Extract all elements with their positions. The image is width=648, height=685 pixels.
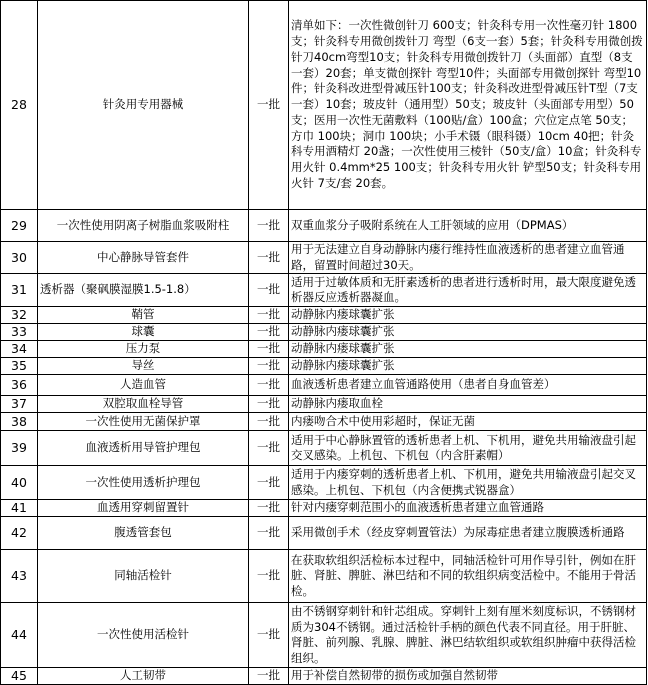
item-quantity: 一批 [249, 1, 289, 210]
item-name: 针灸用专用器械 [38, 1, 249, 210]
table-row [1, 603, 647, 668]
row-number: 33 [1, 324, 38, 341]
item-description: 动静脉内瘘球囊扩张 [289, 324, 647, 341]
item-description: 由不锈钢穿刺针和针芯组成。穿刺针上刻有厘米刻度标识，不锈钢材质为304不锈钢。通过活检针手柄的颜色代表不同直径。用于肝脏、肾脏、前列腺、乳腺、脾脏、淋巴结软组织或软组织肿瘤中获得活检组织。 [289, 603, 647, 668]
item-quantity: 一批 [249, 307, 289, 324]
item-description: 血液透析患者建立血管通路使用（患者自身血管差） [289, 375, 647, 396]
item-description: 用于无法建立自身动静脉内瘘行维持性血液透析的患者建立血管通路，留置时间超过30天。 [289, 242, 647, 274]
row-number: 45 [1, 668, 38, 685]
item-name: 一次性使用无菌保护罩 [38, 413, 249, 431]
item-name: 双腔取血栓导管 [38, 396, 249, 413]
row-number: 28 [1, 1, 38, 210]
row-number: 37 [1, 396, 38, 413]
item-description: 动静脉内瘘球囊扩张 [289, 358, 647, 375]
table-row [1, 550, 647, 603]
item-name: 人工韧带 [38, 668, 249, 685]
item-quantity: 一批 [249, 210, 289, 242]
item-description: 动静脉内瘘取血栓 [289, 396, 647, 413]
table-row [1, 500, 647, 517]
item-quantity: 一批 [249, 668, 289, 685]
row-number: 29 [1, 210, 38, 242]
item-name: 球囊 [38, 324, 249, 341]
table-row [1, 210, 647, 242]
item-description: 适用于过敏体质和无肝素透析的患者进行透析时用，最大限度避免透析器反应透析器凝血。 [289, 274, 647, 307]
row-number: 42 [1, 517, 38, 550]
row-number: 39 [1, 431, 38, 466]
item-description: 动静脉内瘘球囊扩张 [289, 307, 647, 324]
table-row [1, 375, 647, 396]
item-name: 一次性使用透析护理包 [38, 466, 249, 500]
item-description: 内瘘吻合术中使用彩超时，保证无菌 [289, 413, 647, 431]
table-row [1, 242, 647, 274]
item-quantity: 一批 [249, 517, 289, 550]
item-description: 采用微创手术（经皮穿刺置管法）为尿毒症患者建立腹膜透析通路 [289, 517, 647, 550]
row-number: 40 [1, 466, 38, 500]
row-number: 32 [1, 307, 38, 324]
item-name: 血液透析用导管护理包 [38, 431, 249, 466]
item-description: 适用于内瘘穿刺的透析患者上机、下机用，避免共用输液盘引起交叉感染。上机包、下机包（内含便携式锐器盒） [289, 466, 647, 500]
table-row [1, 307, 647, 324]
item-quantity: 一批 [249, 431, 289, 466]
table-row [1, 358, 647, 375]
item-quantity: 一批 [249, 324, 289, 341]
row-number: 41 [1, 500, 38, 517]
item-quantity: 一批 [249, 341, 289, 358]
item-name: 一次性使用阴离子树脂血浆吸附柱 [38, 210, 249, 242]
row-number: 31 [1, 274, 38, 307]
item-quantity: 一批 [249, 274, 289, 307]
table-row [1, 324, 647, 341]
item-quantity: 一批 [249, 550, 289, 603]
item-description: 针对内瘘穿刺范围小的血液透析患者建立血管通路 [289, 500, 647, 517]
item-name: 一次性使用活检针 [38, 603, 249, 668]
table-row [1, 431, 647, 466]
item-quantity: 一批 [249, 396, 289, 413]
table-row [1, 517, 647, 550]
table-row [1, 668, 647, 685]
item-quantity: 一批 [249, 603, 289, 668]
row-number: 35 [1, 358, 38, 375]
item-description: 双重血浆分子吸附系统在人工肝领域的应用（DPMAS） [289, 210, 647, 242]
row-number: 30 [1, 242, 38, 274]
item-name: 同轴活检针 [38, 550, 249, 603]
item-name: 压力泵 [38, 341, 249, 358]
row-number: 43 [1, 550, 38, 603]
item-name: 人造血管 [38, 375, 249, 396]
item-quantity: 一批 [249, 242, 289, 274]
item-description: 用于补偿自然韧带的损伤或加强自然韧带 [289, 668, 647, 685]
row-number: 44 [1, 603, 38, 668]
table-row [1, 396, 647, 413]
item-name: 透析器（聚砜膜湿膜1.5-1.8） [38, 274, 249, 307]
table-row [1, 1, 647, 210]
item-name: 腹透管套包 [38, 517, 249, 550]
item-quantity: 一批 [249, 500, 289, 517]
item-name: 中心静脉导管套件 [38, 242, 249, 274]
row-number: 36 [1, 375, 38, 396]
table-row [1, 466, 647, 500]
item-name: 导丝 [38, 358, 249, 375]
item-quantity: 一批 [249, 375, 289, 396]
row-number: 34 [1, 341, 38, 358]
row-number: 38 [1, 413, 38, 431]
item-quantity: 一批 [249, 358, 289, 375]
item-description: 清单如下：一次性微创针刀 600支；针灸科专用一次性毫刃针 1800支；针灸科专用微创拨针刀 弯型（6支一套）5套；针灸科专用微创拨针刀40cm弯型10支；针灸科专用微创拨针刀（头面部）直型（8支一套）20套；单支微创探针 弯型10件；头面部专用微创探针 弯型10件；针灸科改进型骨减压针100支；针灸科改进型骨减压针T型（7支一套）10套；玻皮针（通用型）50支；玻皮针（头面部专用型）50支；医用一次性无菌敷料（100贴/盒）100盒；穴位定点笔 50支；方巾 100块；洞巾 100块；小手术镊（眼科镊）10cm 40把；针灸科专用酒精灯 20盏；一次性使用三棱针（50支/盒）10盒；针灸科专用火针 0.4mm*25 100支；针灸科专用火针 铲型50支；针灸科专用火针 7支/套 20套。 [289, 1, 647, 210]
table-row [1, 274, 647, 307]
item-quantity: 一批 [249, 466, 289, 500]
item-name: 鞘管 [38, 307, 249, 324]
item-description: 在获取软组织活检标本过程中，同轴活检针可用作导引针，例如在肝脏、肾脏、脾脏、淋巴结和不同的软组织病变活检中。不能用于骨活检。 [289, 550, 647, 603]
item-description: 动静脉内瘘球囊扩张 [289, 341, 647, 358]
item-description: 适用于中心静脉置管的透析患者上机、下机用，避免共用输液盘引起交叉感染。上机包、下机包（内含肝素帽） [289, 431, 647, 466]
table-row [1, 413, 647, 431]
item-quantity: 一批 [249, 413, 289, 431]
table-row [1, 341, 647, 358]
item-name: 血透用穿刺留置针 [38, 500, 249, 517]
